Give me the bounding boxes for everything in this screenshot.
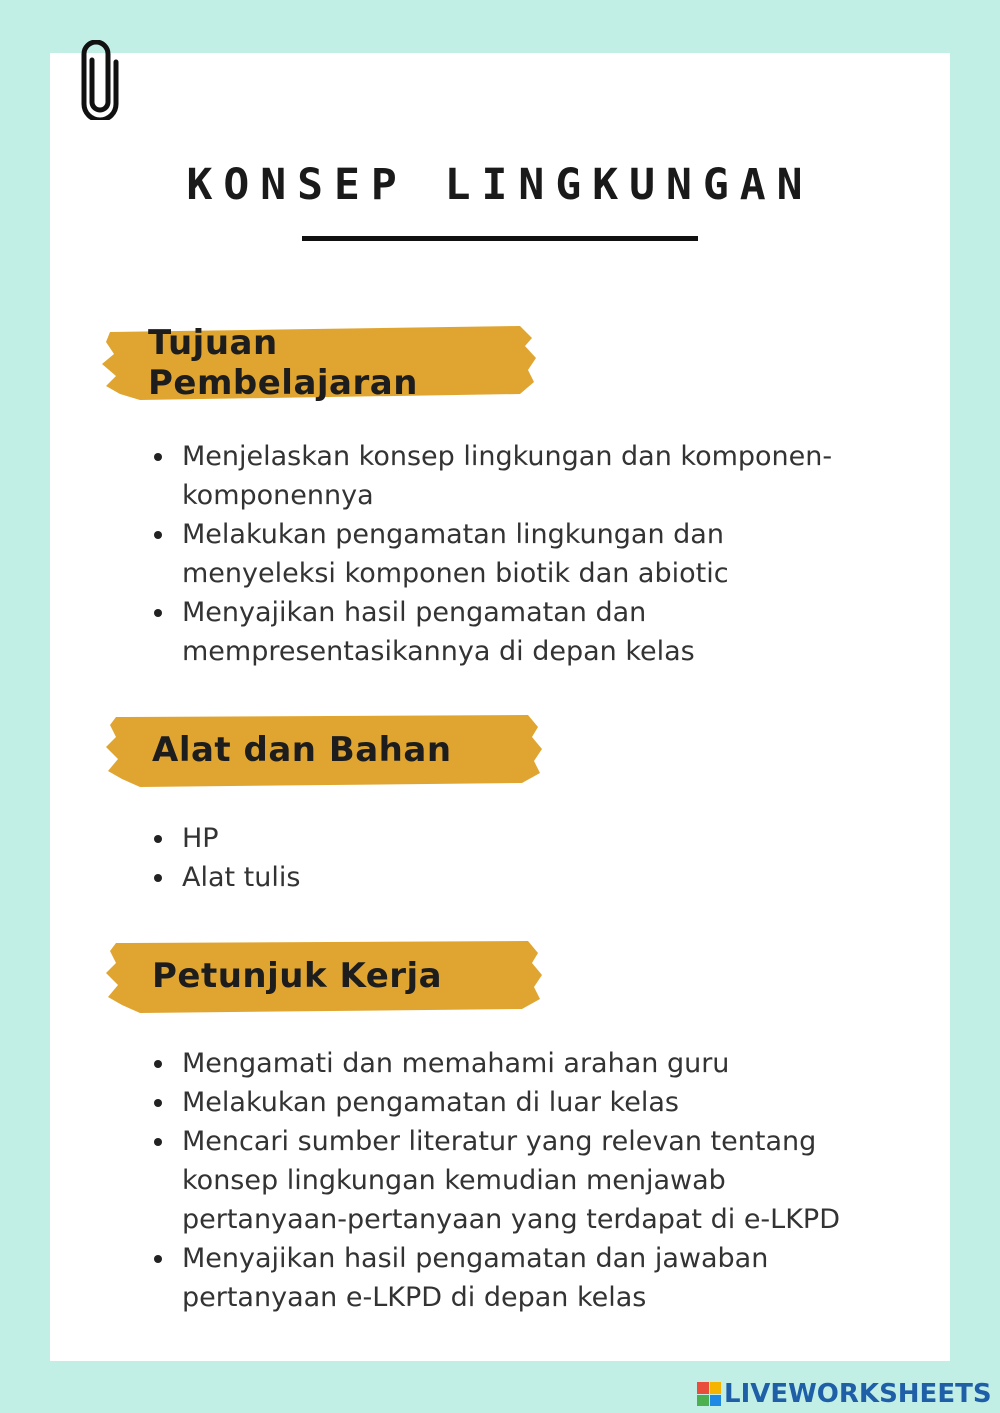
section-list-tujuan bbox=[152, 437, 852, 671]
paperclip-icon bbox=[78, 40, 122, 120]
section-heading-alat bbox=[104, 711, 544, 789]
liveworksheets-logo-icon bbox=[697, 1382, 721, 1406]
section-heading-label: Tujuan Pembelajaran bbox=[148, 323, 418, 403]
section-heading-tujuan bbox=[100, 324, 540, 402]
title-underline bbox=[302, 236, 698, 241]
section-list-alat bbox=[152, 819, 852, 897]
section-heading-petunjuk bbox=[104, 937, 544, 1015]
list-item: Menyajikan hasil pengamatan dan mempresentasikannya di depan kelas bbox=[152, 593, 852, 671]
liveworksheets-brand[interactable] bbox=[697, 1377, 992, 1411]
list-item: Alat tulis bbox=[152, 858, 852, 897]
brand-name: LIVEWORKSHEETS bbox=[724, 1379, 992, 1409]
list-item: Menjelaskan konsep lingkungan dan komponen-komponennya bbox=[152, 437, 852, 515]
section-heading-label: Alat dan Bahan bbox=[152, 730, 452, 770]
list-item: Mengamati dan memahami arahan guru bbox=[152, 1044, 852, 1083]
list-item: Mencari sumber literatur yang relevan tentang konsep lingkungan kemudian menjawab pertanyaan-pertanyaan yang terdapat di e-LKPD bbox=[152, 1122, 852, 1239]
list-item: Melakukan pengamatan di luar kelas bbox=[152, 1083, 852, 1122]
list-item: HP bbox=[152, 819, 852, 858]
section-heading-label: Petunjuk Kerja bbox=[152, 956, 443, 996]
list-item: Menyajikan hasil pengamatan dan jawaban pertanyaan e-LKPD di depan kelas bbox=[152, 1239, 852, 1317]
section-list-petunjuk bbox=[152, 1044, 852, 1317]
page-title: KONSEP LINGKUNGAN bbox=[186, 160, 814, 210]
list-item: Melakukan pengamatan lingkungan dan menyeleksi komponen biotik dan abiotic bbox=[152, 515, 852, 593]
